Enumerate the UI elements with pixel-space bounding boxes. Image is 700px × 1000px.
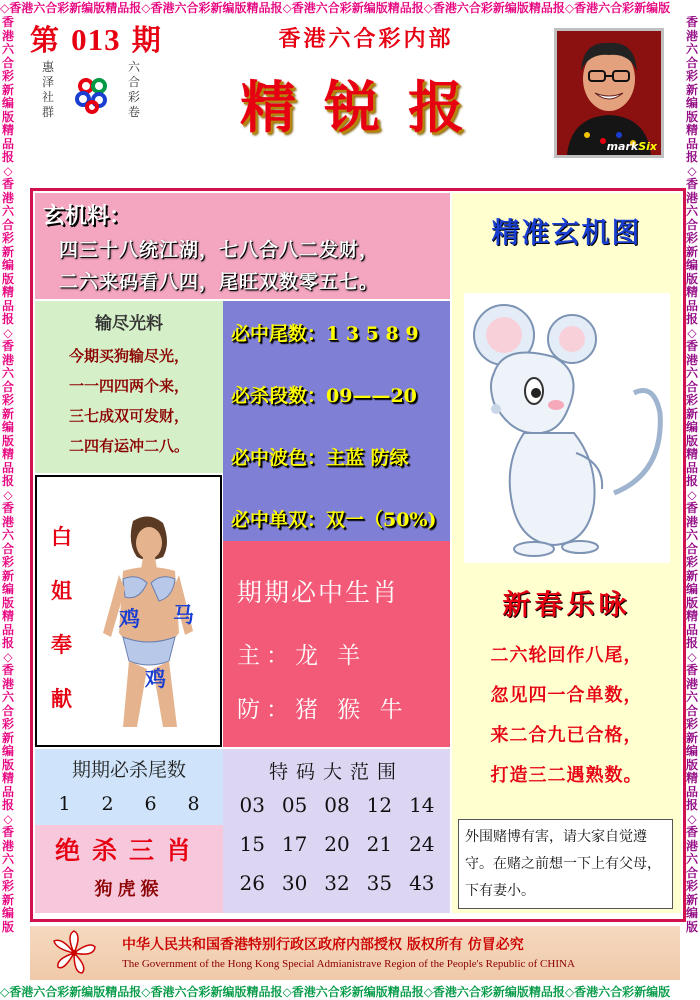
- range-number: 17: [281, 832, 308, 856]
- kill-three-items: 狗虎猴: [94, 879, 164, 900]
- poem-line: 打造三二遇熟数。: [490, 765, 643, 786]
- portrait-image: [554, 28, 664, 158]
- range-number: 05: [281, 793, 308, 817]
- kill-tail-number: 1: [58, 793, 71, 815]
- stat-tail-number: 必中尾数：1 3 5 8 9: [231, 323, 419, 345]
- bottom-border-banner: ◇香港六合彩新编版精品报◇香港六合彩新编版精品报◇香港六合彩新编版精品报◇香港六合彩新编版精品报◇香港六合彩新编版: [0, 984, 700, 1000]
- right-panel: [452, 193, 681, 913]
- lose-all-title: 输尽光料: [95, 314, 163, 334]
- stat-kill-segment: 必杀段数：09——20: [231, 385, 417, 407]
- mystery-title: 玄机料：: [43, 203, 132, 229]
- footer-copyright-cn: 中华人民共和国香港特别行政区政府内部授权 版权所有 仿冒必究: [122, 937, 524, 953]
- mystery-picture-title: 精准玄机图: [491, 216, 642, 249]
- lose-all-panel: [35, 301, 223, 473]
- girl-side-char: 白: [51, 524, 72, 549]
- lose-all-line: 一一四四两个来，: [68, 377, 189, 395]
- girl-tag-3: 鸡: [145, 666, 166, 691]
- girl-side-char: 姐: [51, 578, 72, 603]
- header: [16, 16, 684, 188]
- range-number: 26: [239, 871, 265, 895]
- mystery-section: [35, 193, 450, 299]
- kill-tail-panel: [35, 749, 223, 825]
- issue-number: 第 013 期: [30, 22, 162, 57]
- man-portrait-icon: [557, 31, 661, 155]
- special-range-panel: [223, 749, 450, 913]
- range-number: 43: [409, 871, 435, 895]
- zodiac-guard: 防：猪 猴 牛: [237, 697, 409, 723]
- gambling-warning: 外围赌博有害，请大家自觉遵守。在赌之前想一下上有父母，下有妻小。: [458, 819, 673, 909]
- portrait-brand: markSix: [606, 140, 657, 153]
- stat-odd-even: 必中单双：双一（50%): [231, 509, 437, 531]
- kill-three-panel: [35, 825, 223, 913]
- mouse-cartoon-icon: [464, 293, 670, 563]
- mystery-picture: [464, 293, 670, 563]
- kill-three-title: 绝杀三肖: [54, 836, 203, 865]
- prediction-stats-panel: [223, 301, 450, 541]
- range-number: 32: [324, 871, 350, 895]
- mystery-line-2: 二六来码看八四，尾旺双数零五七。: [59, 271, 380, 293]
- special-range-title: 特码大范围: [268, 761, 404, 783]
- poem-line: 二六轮回作八尾，: [490, 645, 643, 666]
- range-number: 08: [324, 793, 350, 817]
- lose-all-line: 今期买狗输尽光，: [68, 347, 189, 365]
- bauhinia-emblem-icon: [50, 929, 98, 977]
- girl-side-char: 献: [51, 686, 72, 711]
- range-number: 21: [366, 832, 393, 856]
- lose-all-line: 三七成双可发财，: [68, 407, 189, 425]
- range-number: 24: [409, 832, 435, 856]
- kill-tail-title: 期期必杀尾数: [71, 759, 186, 781]
- footer: [30, 926, 680, 980]
- kill-tail-numbers: [35, 793, 223, 815]
- range-number: 35: [366, 871, 393, 895]
- range-number: 20: [324, 832, 350, 856]
- label-community: 惠泽社群: [41, 60, 54, 119]
- lose-all-line: 二四有运冲二八。: [68, 437, 189, 455]
- special-range-grid: [231, 793, 443, 895]
- poem-line: 忽见四一合单数，: [490, 685, 643, 706]
- subtitle: 香港六合彩内部: [278, 26, 454, 52]
- zodiac-title: 期期必中生肖: [237, 578, 400, 607]
- range-number: 14: [409, 793, 435, 817]
- kill-tail-number: 8: [187, 793, 200, 815]
- mystery-line-1: 四三十八统江湖，七八合八二发财，: [59, 239, 380, 261]
- girl-side-char: 奉: [51, 632, 72, 657]
- footer-copyright-en: The Government of the Hong Kong Special Admianistrave Region of the People's Republic of CHINA: [122, 958, 575, 970]
- range-number: 12: [366, 793, 393, 817]
- range-number: 15: [239, 832, 265, 856]
- girl-tag-1: 鸡: [119, 606, 140, 631]
- main-content-frame: [30, 188, 686, 922]
- poem-line: 来二合九已合格，: [490, 725, 643, 746]
- kill-tail-number: 2: [101, 793, 114, 815]
- left-border-banner: 香港六合彩新编版精品报◇香港六合彩新编版精品报◇香港六合彩新编版精品报◇香港六合彩新编版精品报◇香港六合彩新编版精品报◇香港六合彩新编版: [0, 16, 16, 984]
- zodiac-panel: [223, 541, 450, 747]
- range-number: 30: [281, 871, 308, 895]
- kill-tail-number: 6: [144, 793, 157, 815]
- girl-tag-2: 马: [173, 602, 194, 627]
- lottery-logo-icon: [72, 74, 112, 114]
- range-number: 03: [239, 793, 265, 817]
- stat-wave-color: 必中波色：主蓝 防绿: [231, 447, 409, 469]
- zodiac-main: 主：龙 羊: [237, 643, 367, 669]
- girl-tip-box: [35, 475, 222, 747]
- label-lottery: 六合彩卷: [127, 60, 140, 119]
- top-border-banner: ◇香港六合彩新编版精品报◇香港六合彩新编版精品报◇香港六合彩新编版精品报◇香港六合彩新编版精品报◇香港六合彩新编版: [0, 0, 700, 16]
- page-title: 精锐报: [240, 75, 492, 141]
- right-border-banner: 香港六合彩新编版精品报◇香港六合彩新编版精品报◇香港六合彩新编版精品报◇香港六合彩新编版精品报◇香港六合彩新编版精品报◇香港六合彩新编版: [684, 16, 700, 984]
- poem-title: 新春乐咏: [502, 588, 631, 621]
